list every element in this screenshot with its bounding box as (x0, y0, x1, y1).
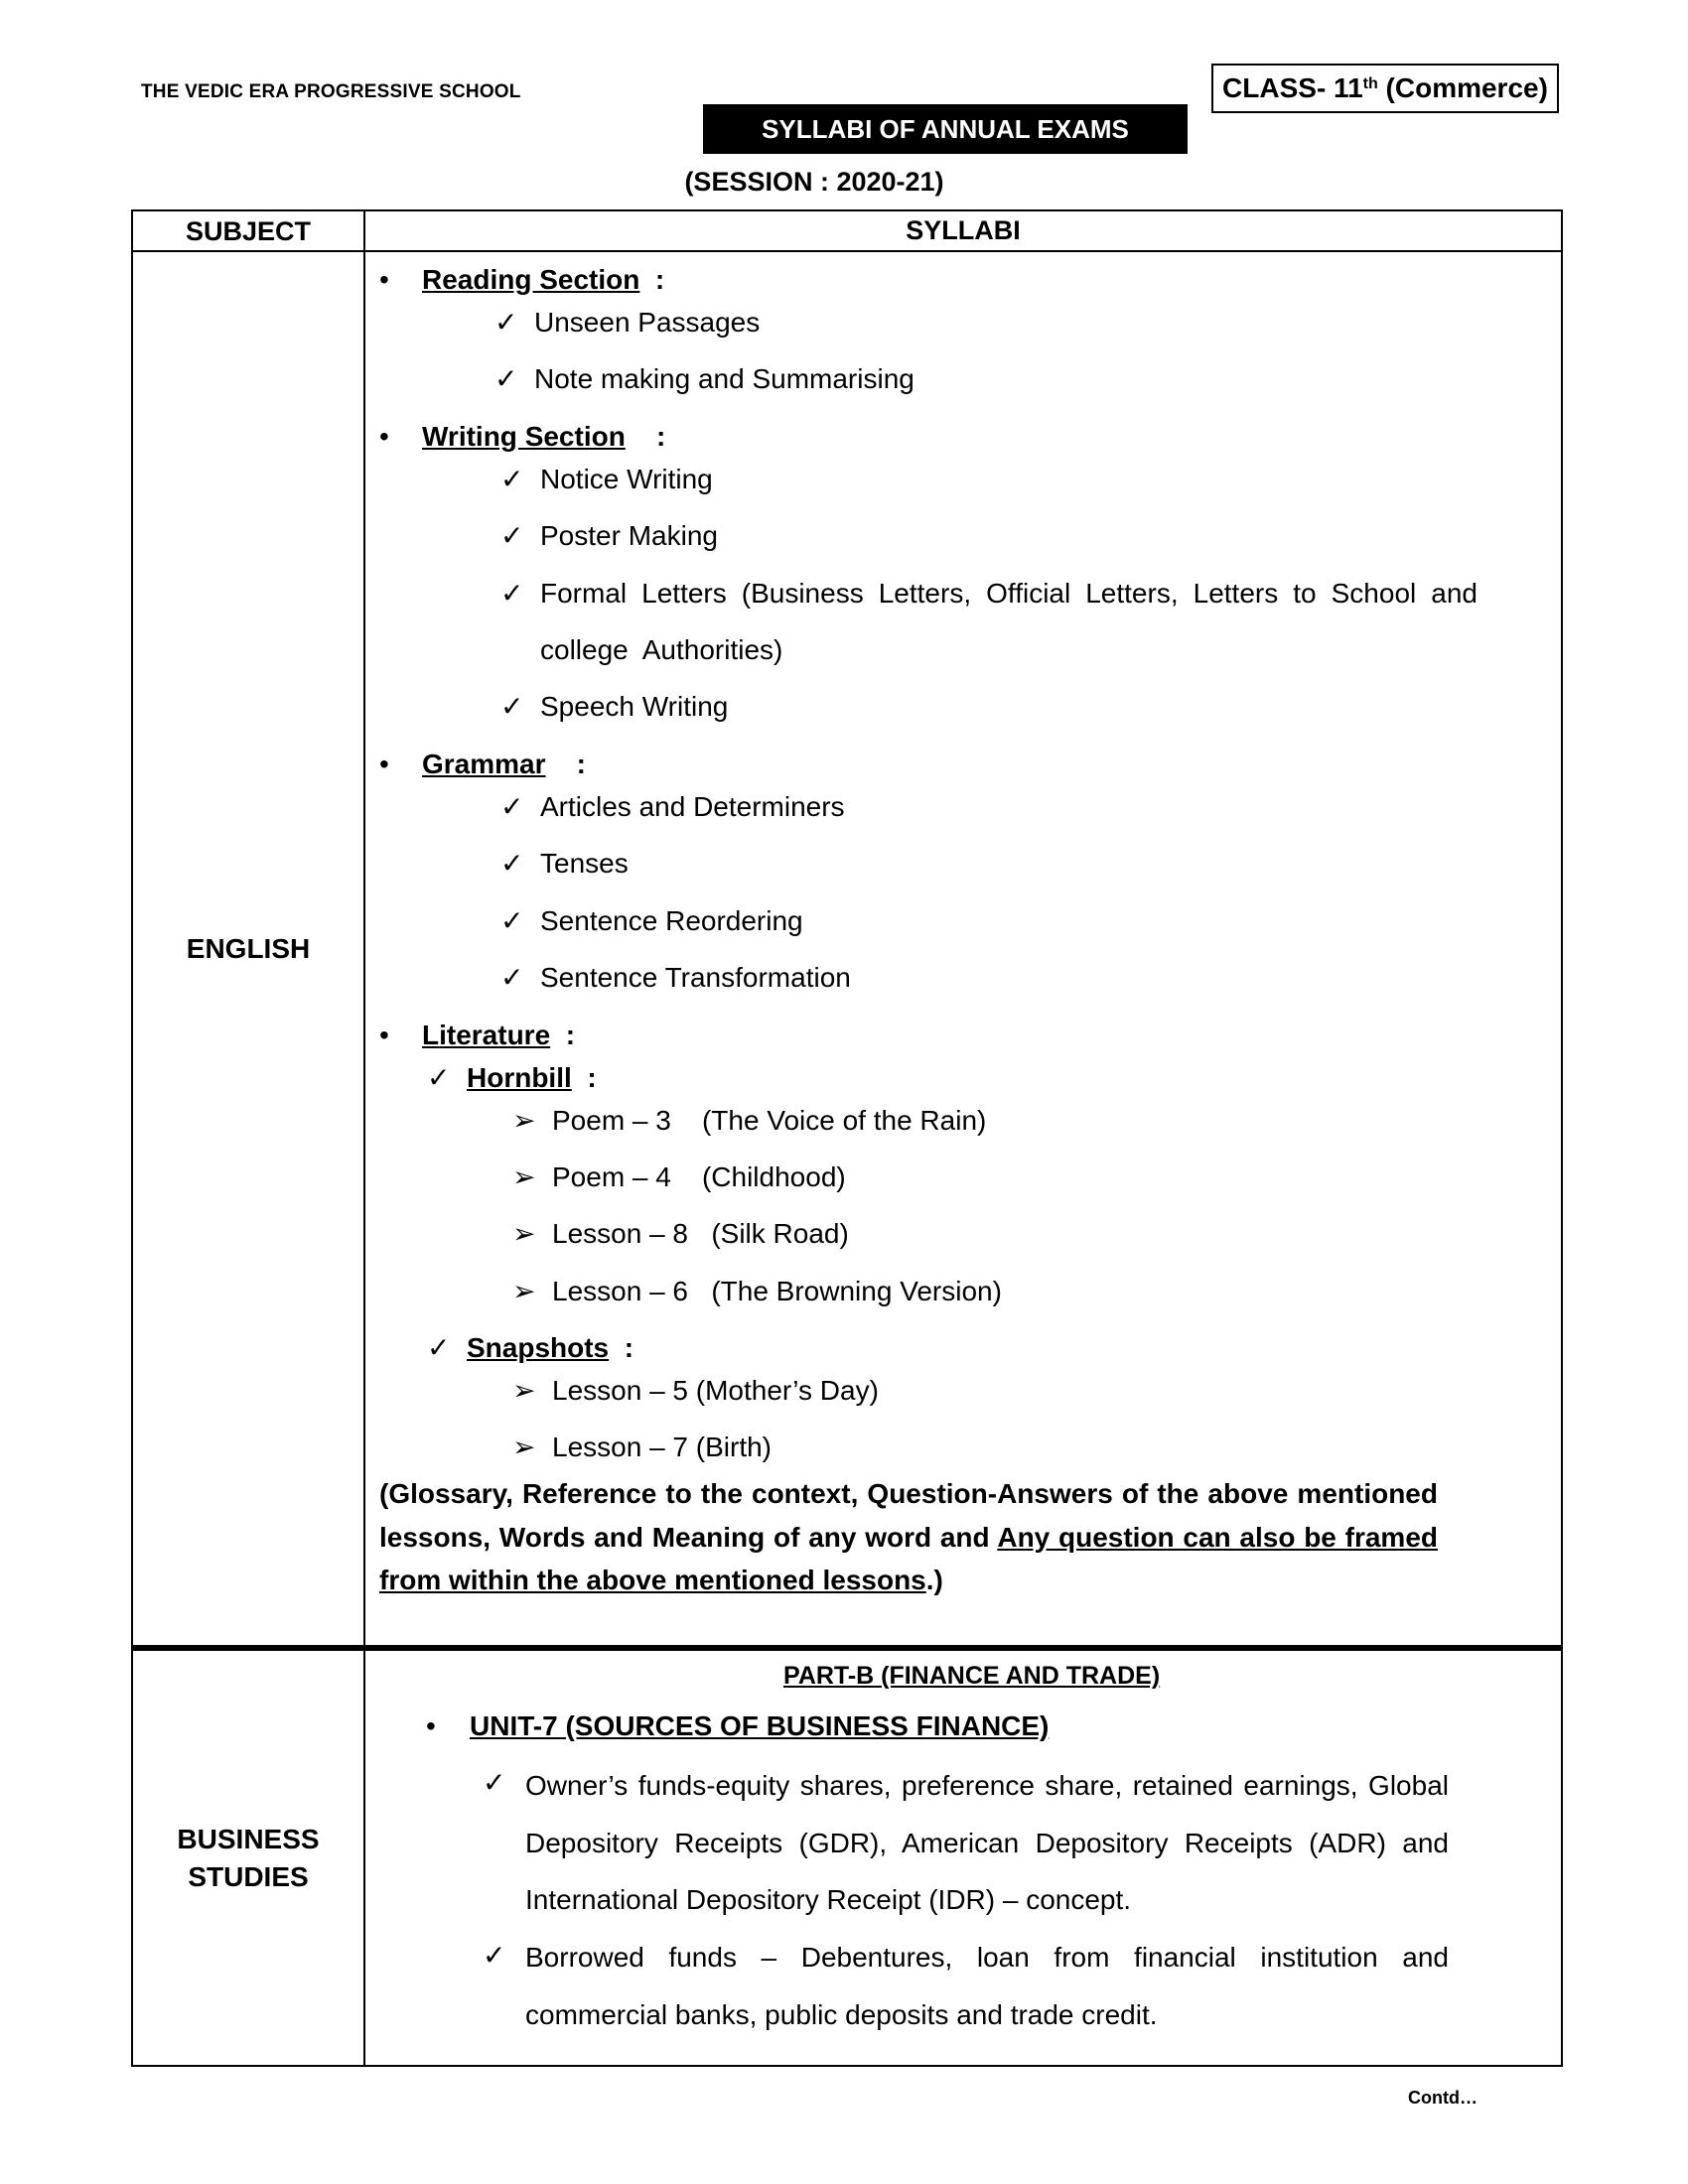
table-row-business-studies (133, 1651, 1561, 2065)
item-text: Notice Writing (540, 464, 713, 494)
list-item: Borrowed funds – Debentures, loan from financial institution and commercial banks, public deposits and trade credit. (525, 1942, 1449, 2030)
heading-reading: Reading Section (422, 264, 640, 295)
arrow-bullet-icon: ➢ (512, 1161, 536, 1192)
item-text: Speech Writing (540, 691, 729, 722)
list-item: Owner’s funds-equity shares, preference share, retained earnings, Global Depository Receipts (GDR), American Depository Receipts (ADR) and International Depository Receipt (IDR) – concept. (525, 1770, 1449, 1915)
check-icon: ✓ (494, 363, 518, 394)
list-item (500, 518, 718, 554)
bullet-icon: • (379, 1020, 389, 1050)
continued-label: Contd… (1408, 2088, 1477, 2108)
list-item (512, 1103, 986, 1139)
heading-writing: Writing Section (422, 421, 626, 452)
list-item (500, 789, 845, 825)
sub-heading: ✓ Snapshots : (427, 1330, 633, 1366)
list-item (500, 960, 851, 996)
list-item-continued (540, 632, 782, 668)
section-heading: Grammar : (422, 749, 586, 779)
business-syllabus (365, 1651, 1561, 2065)
list-item (512, 1430, 772, 1465)
list-item (512, 1274, 1002, 1309)
item-text: college Authorities) (540, 634, 783, 665)
arrow-bullet-icon: ➢ (512, 1432, 536, 1462)
subject-business-studies (133, 1651, 365, 2065)
heading-grammar: Grammar (422, 749, 546, 779)
note-underlined: Any question can also be framed from within the above mentioned lessons (379, 1521, 1438, 1595)
list-item (494, 361, 914, 397)
list-item (512, 1373, 879, 1409)
bullet-icon: • (379, 421, 389, 452)
class-box (1211, 64, 1559, 113)
list-item (500, 903, 803, 939)
item-text: Lesson – 7 (Birth) (552, 1432, 772, 1462)
header-syllabi: SYLLABI (906, 215, 1021, 245)
item-text: Poster Making (540, 520, 718, 551)
item-text: Tenses (540, 848, 629, 879)
item-text: Poem – 3 (The Voice of the Rain) (552, 1105, 987, 1136)
check-icon: ✓ (500, 962, 524, 993)
check-icon: ✓ (500, 791, 524, 822)
arrow-bullet-icon: ➢ (512, 1105, 536, 1136)
check-icon: ✓ (500, 848, 524, 879)
check-icon: ✓ (500, 578, 524, 609)
bullet-icon: • (426, 1710, 436, 1741)
item-text: Sentence Transformation (540, 962, 851, 993)
table-row-english (133, 252, 1561, 1651)
item-text: Lesson – 6 (The Browning Version) (552, 1276, 1002, 1306)
english-syllabus (365, 252, 1561, 1645)
list-item (512, 1160, 846, 1195)
section-heading: Writing Section : (422, 421, 666, 452)
note-text: (Glossary, Reference to the context, Question-Answers of the above mentioned lessons, Words and Meaning of any word and (379, 1478, 1438, 1553)
check-icon: ✓ (494, 307, 518, 338)
section-heading: Reading Section : (422, 264, 665, 295)
english-note (379, 1472, 1438, 1602)
item-text: Unseen Passages (534, 307, 761, 338)
class-prefix: CLASS- 11 (1222, 72, 1363, 103)
list-item (500, 576, 1477, 612)
heading-hornbill: Hornbill (467, 1062, 572, 1093)
syllabus-table (131, 209, 1563, 2067)
part-heading: PART-B (FINANCE AND TRADE) (783, 1662, 1161, 1690)
heading-literature: Literature (422, 1020, 551, 1050)
section-heading: Literature : (422, 1020, 576, 1050)
session-text: (SESSION : 2020-21) (684, 167, 944, 197)
note-end: .) (925, 1565, 943, 1595)
arrow-bullet-icon: ➢ (512, 1276, 536, 1306)
list-item (500, 462, 713, 497)
check-icon: ✓ (483, 1940, 506, 1971)
sub-heading: ✓ Hornbill : (427, 1060, 597, 1096)
item-text: Sentence Reordering (540, 905, 803, 936)
list-item (512, 1216, 849, 1252)
unit-heading: UNIT-7 (SOURCES OF BUSINESS FINANCE) (470, 1710, 1050, 1741)
item-text: Lesson – 5 (Mother’s Day) (552, 1375, 879, 1406)
item-text: Note making and Summarising (534, 363, 914, 394)
check-icon: ✓ (500, 520, 524, 551)
check-icon: ✓ (483, 1767, 506, 1798)
check-icon: ✓ (427, 1062, 451, 1093)
subject-text: BUSINESS STUDIES (177, 1823, 320, 1892)
subject-english: ENGLISH (133, 252, 365, 1645)
arrow-bullet-icon: ➢ (512, 1218, 536, 1249)
list-item (500, 689, 728, 725)
check-icon: ✓ (500, 464, 524, 494)
list-item (500, 846, 629, 882)
class-superscript: th (1362, 75, 1378, 92)
item-text: Poem – 4 (Childhood) (552, 1161, 846, 1192)
item-text: Articles and Determiners (540, 791, 845, 822)
table-header-row (133, 211, 1561, 252)
header-subject: SUBJECT (133, 211, 365, 250)
check-icon: ✓ (500, 691, 524, 722)
item-text: Formal Letters (Business Letters, Official Letters, Letters to School and (540, 578, 1477, 609)
check-icon: ✓ (427, 1332, 451, 1363)
title-banner: SYLLABI OF ANNUAL EXAMS (703, 104, 1188, 154)
bullet-icon: • (379, 749, 389, 779)
class-stream: (Commerce) (1377, 72, 1548, 103)
bullet-icon: • (379, 264, 389, 295)
heading-snapshots: Snapshots (467, 1332, 610, 1363)
check-icon: ✓ (500, 905, 524, 936)
item-text: Lesson – 8 (Silk Road) (552, 1218, 849, 1249)
arrow-bullet-icon: ➢ (512, 1375, 536, 1406)
session-label (0, 167, 1688, 198)
list-item (494, 305, 760, 341)
school-name: THE VEDIC ERA PROGRESSIVE SCHOOL (141, 81, 521, 102)
